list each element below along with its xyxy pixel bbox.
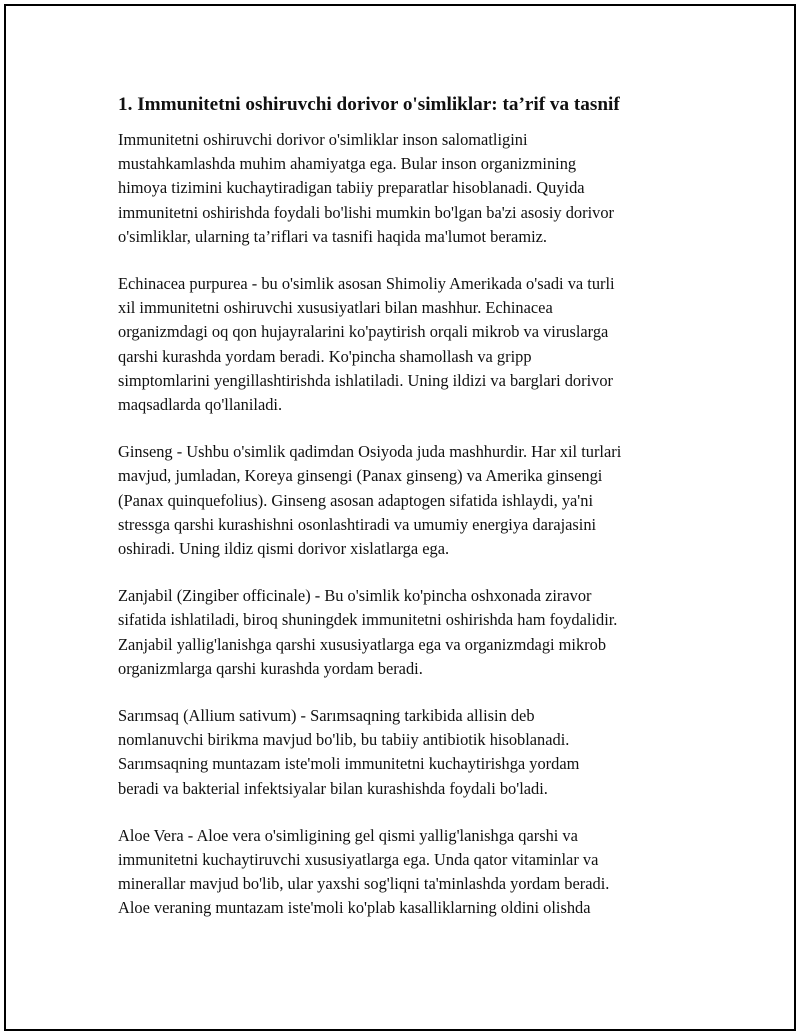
paragraph-line: mustahkamlashda muhim ahamiyatga ega. Bular inson organizmining <box>118 154 577 174</box>
paragraph-line: stressga qarshi kurashishni osonlashtiradi va umumiy energiya darajasini <box>118 514 597 534</box>
paragraph-sarimsaq <box>118 704 698 801</box>
paragraph-line: Sarımsaq (Allium sativum) - Sarımsaqning tarkibida allisin deb <box>118 706 535 726</box>
paragraph-line: Zanjabil yallig'lanishga qarshi xususiyatlarga ega va organizmdagi mikrob <box>118 634 607 654</box>
paragraph-line: (Panax quinquefolius). Ginseng asosan adaptogen sifatida ishlaydi, ya'ni <box>118 490 593 510</box>
paragraph-line: Ginseng - Ushbu o'simlik qadimdan Osiyoda juda mashhurdir. Har xil turlari <box>118 442 622 462</box>
paragraph-line: organizmdagi oq qon hujayralarini ko'paytirish orqali mikrob va viruslarga <box>118 322 609 342</box>
paragraph-line: Zanjabil (Zingiber officinale) - Bu o'simlik ko'pincha oshxonada ziravor <box>118 586 592 606</box>
paragraph-line: Aloe Vera - Aloe vera o'simligining gel qismi yallig'lanishga qarshi va <box>118 825 578 845</box>
paragraph-echinacea <box>118 272 698 417</box>
paragraph-line: Immunitetni oshiruvchi dorivor o'simliklar inson salomatligini <box>118 130 528 149</box>
paragraph-line: maqsadlarda qo'llaniladi. <box>118 395 283 415</box>
paragraph-line: oshiradi. Uning ildiz qismi dorivor xislatlarga ega. <box>118 539 450 559</box>
paragraph-line: minerallar mavjud bo'lib, ular yaxshi sog'liqni ta'minlashda yordam beradi. <box>118 874 610 894</box>
paragraph-line: immunitetni kuchaytiruvchi xususiyatlarga ega. Unda qator vitaminlar va <box>118 850 599 870</box>
paragraph-line: beradi va bakterial infektsiyalar bilan kurashishda foydali bo'ladi. <box>118 778 548 798</box>
paragraph-line: Aloe veraning muntazam iste'moli ko'plab kasalliklarning oldini olishda <box>118 898 591 918</box>
paragraph-line: xil immunitetni oshiruvchi xususiyatlari bilan mashhur. Echinacea <box>118 298 553 318</box>
paragraph-line: immunitetni oshirishda foydali bo'lishi mumkin bo'lgan ba'zi asosiy dorivor <box>118 202 614 222</box>
section-heading: 1. Immunitetni oshiruvchi dorivor o'simliklar: ta’rif va tasnif <box>118 94 620 115</box>
paragraph-line: organizmlarga qarshi kurashda yordam beradi. <box>118 658 423 678</box>
paragraph-line: o'simliklar, ularning ta’riflari va tasnifi haqida ma'lumot beramiz. <box>118 226 547 246</box>
paragraph-line: Echinacea purpurea - bu o'simlik asosan Shimoliy Amerikada o'sadi va turli <box>118 274 615 294</box>
paragraph-line: Sarımsaqning muntazam iste'moli immunitetni kuchaytirishga yordam <box>118 754 580 774</box>
paragraph-line: himoya tizimini kuchaytiradigan tabiiy preparatlar hisoblanadi. Quyida <box>118 178 585 198</box>
paragraph-line: nomlanuvchi birikma mavjud bo'lib, bu tabiiy antibiotik hisoblanadi. <box>118 730 570 750</box>
paragraph-intro <box>118 128 698 249</box>
paragraph-line: qarshi kurashda yordam beradi. Ko'pincha shamollash va gripp <box>118 346 532 366</box>
paragraph-line: sifatida ishlatiladi, biroq shuningdek immunitetni oshirishda ham foydalidir. <box>118 610 618 630</box>
paragraph-line: mavjud, jumladan, Koreya ginsengi (Panax ginseng) va Amerika ginsengi <box>118 466 603 486</box>
document-content <box>118 92 698 944</box>
paragraph-line: simptomlarini yengillashtirishda ishlatiladi. Uning ildizi va barglari dorivor <box>118 370 613 390</box>
paragraph-aloe-vera <box>118 824 698 921</box>
paragraph-ginseng <box>118 440 698 561</box>
paragraph-zanjabil <box>118 584 698 681</box>
